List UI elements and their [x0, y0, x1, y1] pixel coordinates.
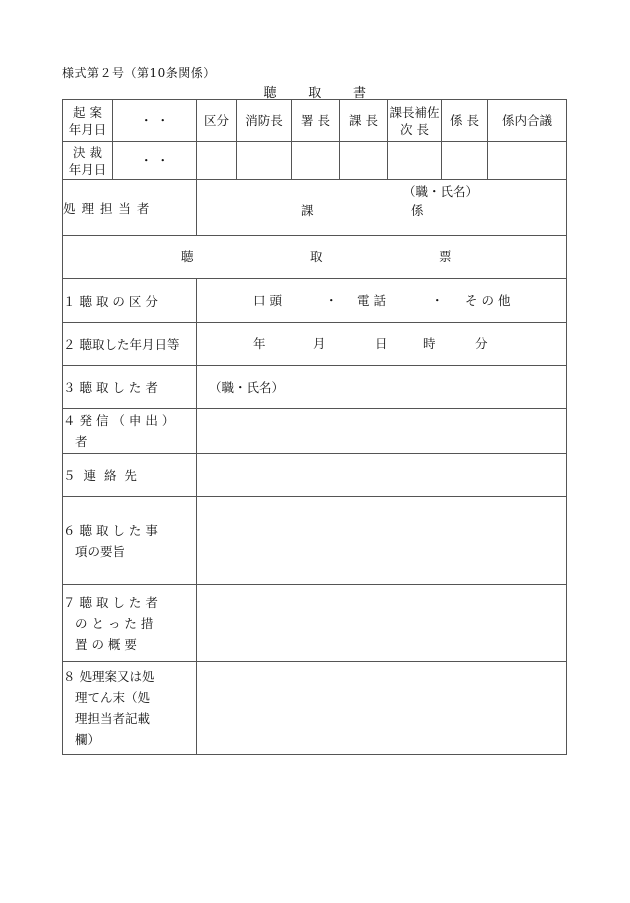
- row1-label: １ 聴 取 の 区 分: [63, 279, 197, 323]
- row7-field[interactable]: [197, 585, 567, 662]
- stamp-cell-gougi[interactable]: [488, 142, 567, 180]
- title-char: 聴: [263, 86, 277, 101]
- handler-label: 処 理 担 当 者: [63, 180, 197, 236]
- form-reference: 様式第２号（第10条関係）: [62, 66, 216, 80]
- row4-field[interactable]: [197, 409, 567, 454]
- hyo-title: 聴 取 票: [63, 236, 567, 279]
- row7-label: ７ 聴 取 し た 者 の と っ た 措 置 の 概 要: [63, 585, 197, 662]
- row5-field[interactable]: [197, 454, 567, 497]
- handler-field[interactable]: [197, 180, 567, 236]
- col-kubun: 区分: [197, 100, 237, 142]
- kian-date-label: 起 案 年月日: [63, 100, 113, 142]
- kian-date-field[interactable]: ・ ・: [113, 100, 197, 142]
- col-shochou: 署 長: [292, 100, 340, 142]
- handler-note: （職・氏名）: [403, 183, 479, 199]
- kessai-date-label: 決 裁 年月日: [63, 142, 113, 180]
- row8-label: ８ 処理案又は処 理てん末（処 理担当者記載 欄）: [63, 662, 197, 755]
- handler-kakari: 係: [411, 202, 424, 218]
- col-shoubouchou: 消防長: [237, 100, 292, 142]
- stamp-cell-shoubouchou[interactable]: [237, 142, 292, 180]
- stamp-cell-kubun[interactable]: [197, 142, 237, 180]
- row6-label: ６ 聴 取 し た 事 項の要旨: [63, 497, 197, 585]
- handler-ka: 課: [301, 202, 314, 218]
- row6-field[interactable]: [197, 497, 567, 585]
- stamp-cell-kachou[interactable]: [340, 142, 388, 180]
- col-kakarinai-gougi: 係内合議: [488, 100, 567, 142]
- title-char: 取: [308, 86, 322, 101]
- col-kachou: 課 長: [340, 100, 388, 142]
- stamp-cell-kachouhosa[interactable]: [388, 142, 442, 180]
- title-char: 書: [353, 86, 367, 101]
- row2-label: ２ 聴取した年月日等: [63, 323, 197, 366]
- col-kakarichou: 係 長: [442, 100, 488, 142]
- stamp-cell-shochou[interactable]: [292, 142, 340, 180]
- row3-field[interactable]: （職・氏名）: [197, 366, 567, 409]
- row4-label: ４ 発 信 （ 申 出 ） 者: [63, 409, 197, 454]
- row3-label: ３ 聴 取 し た 者: [63, 366, 197, 409]
- row8-field[interactable]: [197, 662, 567, 755]
- stamp-cell-kakarichou[interactable]: [442, 142, 488, 180]
- col-kachouhosa-jichou: 課長補佐 次 長: [388, 100, 442, 142]
- row5-label: ５ 連 絡 先: [63, 454, 197, 497]
- kessai-date-field[interactable]: ・ ・: [113, 142, 197, 180]
- hearing-table: [62, 179, 567, 755]
- approval-table: [62, 99, 567, 180]
- row1-field[interactable]: 口 頭 ・ 電 話 ・ そ の 他: [197, 279, 567, 323]
- row2-field[interactable]: 年 月 日 時 分: [197, 323, 567, 366]
